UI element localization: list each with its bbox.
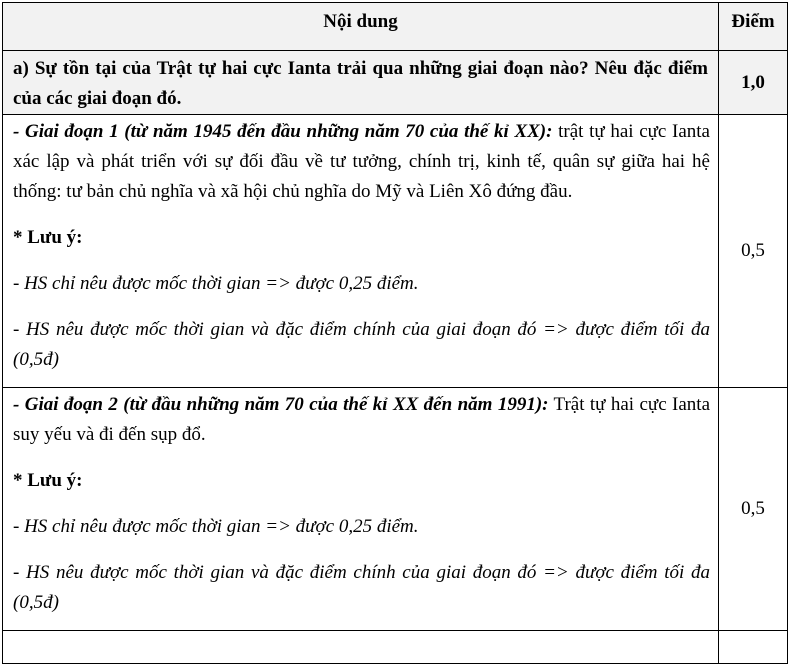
stage-1-note-label: * Lưu ý: [13,227,83,248]
stage-2-row [3,388,788,631]
stage-2-body: Trật tự hai cực Ianta suy yếu và đi đến sụp đổ. [13,394,710,445]
question-text: a) Sự tồn tại của Trật tự hai cực Ianta trải qua những giai đoạn nào? Nêu đặc điểm của các giai đoạn đó. [3,51,719,115]
stage-2-note-label: * Lưu ý: [13,470,83,491]
stage-2-score: 0,5 [719,388,788,631]
stage-1-row [3,115,788,388]
stage-1-score: 0,5 [719,115,788,388]
stage-2-note-1: - HS chỉ nêu được mốc thời gian => được 0,25 điểm. [13,516,419,537]
stage-1-paragraph [13,117,710,207]
stage-1-title: - Giai đoạn 1 (từ năm 1945 đến đầu những năm 70 của thế kỉ XX): [13,121,553,142]
stage-1-body: trật tự hai cực Ianta xác lập và phát triển với sự đối đầu về tư tưởng, chính trị, kinh tế, quân sự giữa hai hệ thống: tư bản chủ nghĩa và xã hội chủ nghĩa do Mỹ và Liên Xô đứng đầu. [13,121,710,202]
stage-2-note-2: - HS nêu được mốc thời gian và đặc điểm chính của giai đoạn đó => được điểm tối đa (0,5đ) [13,562,710,613]
stage-1-note-2: - HS nêu được mốc thời gian và đặc điểm chính của giai đoạn đó => được điểm tối đa (0,5đ) [13,319,710,370]
grading-table [2,2,788,664]
stage-2-title: - Giai đoạn 2 (từ đầu những năm 70 của thế kỉ XX đến năm 1991): [13,394,549,415]
next-row-score [719,631,788,664]
next-row-cut-off [3,631,788,664]
question-score: 1,0 [719,51,788,115]
header-row [3,3,788,51]
stage-1-content [3,115,719,388]
stage-1-note-1: - HS chỉ nêu được mốc thời gian => được 0,25 điểm. [13,273,419,294]
score-header: Điểm [719,3,788,51]
content-header: Nội dung [3,3,719,51]
question-row [3,51,788,115]
stage-2-paragraph [13,390,710,450]
stage-2-content [3,388,719,631]
next-row-content [3,631,719,664]
